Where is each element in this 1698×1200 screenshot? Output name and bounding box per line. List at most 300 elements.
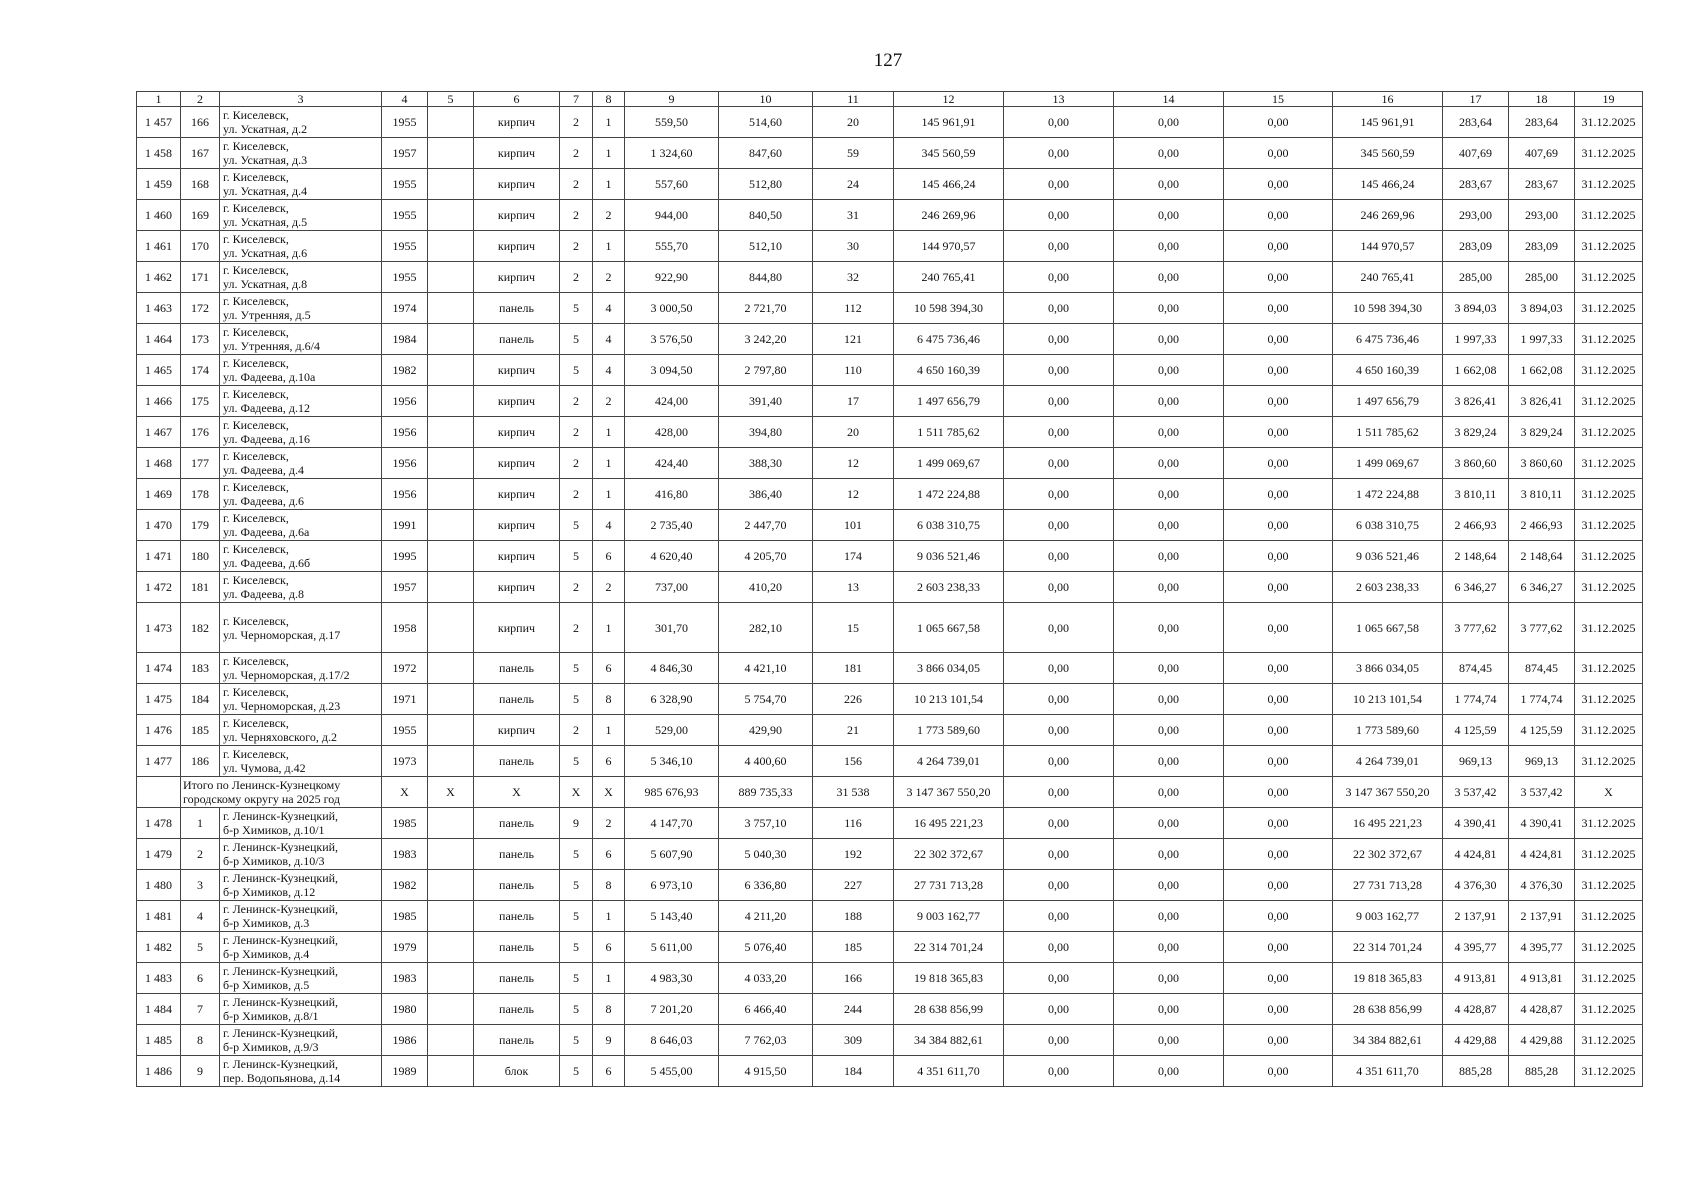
cell-c1: 1 482	[137, 932, 181, 963]
cell-c10: 2 447,70	[719, 510, 813, 541]
cell-c14: 0,00	[1114, 994, 1224, 1025]
cell-c4: 1957	[382, 138, 428, 169]
table-row	[137, 1056, 1643, 1087]
cell-c13: 0,00	[1004, 231, 1114, 262]
cell-c1: 1 464	[137, 324, 181, 355]
cell-c16: 1 065 667,58	[1333, 603, 1443, 653]
cell-c10: 410,20	[719, 572, 813, 603]
cell-c10: 512,80	[719, 169, 813, 200]
cell-c4: 1956	[382, 386, 428, 417]
cell-c1: 1 467	[137, 417, 181, 448]
cell-c19: 31.12.2025	[1575, 324, 1643, 355]
cell-c12: 145 466,24	[894, 169, 1004, 200]
cell-c9: 3 000,50	[625, 293, 719, 324]
cell-c2: 3	[181, 870, 220, 901]
cell-c19: 31.12.2025	[1575, 417, 1643, 448]
address-line: г. Киселевск,	[223, 356, 289, 370]
cell-c5	[428, 963, 474, 994]
cell-c12: 1 773 589,60	[894, 715, 1004, 746]
cell-c1: 1 479	[137, 839, 181, 870]
cell-c7: 2	[560, 262, 593, 293]
cell-c4: 1995	[382, 541, 428, 572]
address-line: ул. Фадеева, д.6	[223, 494, 304, 508]
cell-c16: 9 036 521,46	[1333, 541, 1443, 572]
cell-c10: 4 211,20	[719, 901, 813, 932]
cell-c10: 4 205,70	[719, 541, 813, 572]
cell-c15: 0,00	[1224, 932, 1333, 963]
cell-c13: 0,00	[1004, 963, 1114, 994]
cell-c12: 1 472 224,88	[894, 479, 1004, 510]
cell-c19: 31.12.2025	[1575, 994, 1643, 1025]
cell-c19: 31.12.2025	[1575, 510, 1643, 541]
cell-c15: 0,00	[1224, 169, 1333, 200]
cell-c7: 5	[560, 994, 593, 1025]
cell-c10: 3 242,20	[719, 324, 813, 355]
cell-c8: 6	[593, 839, 625, 870]
cell-c4: 1972	[382, 653, 428, 684]
address-cell	[220, 870, 382, 901]
cell-c14: 0,00	[1114, 603, 1224, 653]
cell-c7: 5	[560, 324, 593, 355]
cell-c7: 5	[560, 839, 593, 870]
cell-c7: 5	[560, 901, 593, 932]
cell-c19: 31.12.2025	[1575, 138, 1643, 169]
total-cell-c14: 0,00	[1114, 777, 1224, 808]
cell-c16: 240 765,41	[1333, 262, 1443, 293]
column-header: 19	[1575, 92, 1643, 107]
cell-c17: 283,67	[1443, 169, 1509, 200]
cell-c6: кирпич	[474, 417, 560, 448]
cell-c1: 1 469	[137, 479, 181, 510]
cell-c13: 0,00	[1004, 994, 1114, 1025]
cell-c18: 1 997,33	[1509, 324, 1575, 355]
table-row	[137, 541, 1643, 572]
cell-c15: 0,00	[1224, 479, 1333, 510]
cell-c13: 0,00	[1004, 932, 1114, 963]
cell-c14: 0,00	[1114, 963, 1224, 994]
cell-c5	[428, 746, 474, 777]
cell-c10: 4 421,10	[719, 653, 813, 684]
cell-c14: 0,00	[1114, 839, 1224, 870]
cell-c11: 156	[813, 746, 894, 777]
cell-c15: 0,00	[1224, 448, 1333, 479]
cell-c7: 5	[560, 963, 593, 994]
cell-c8: 1	[593, 901, 625, 932]
address-line: б-р Химиков, д.4	[223, 947, 310, 961]
cell-c17: 885,28	[1443, 1056, 1509, 1087]
cell-c17: 4 428,87	[1443, 994, 1509, 1025]
cell-c14: 0,00	[1114, 1025, 1224, 1056]
cell-c4: 1982	[382, 870, 428, 901]
column-header: 11	[813, 92, 894, 107]
cell-c11: 185	[813, 932, 894, 963]
cell-c12: 22 302 372,67	[894, 839, 1004, 870]
address-line: г. Киселевск,	[223, 511, 289, 525]
address-cell	[220, 572, 382, 603]
cell-c10: 5 076,40	[719, 932, 813, 963]
address-line: г. Киселевск,	[223, 232, 289, 246]
cell-c1: 1 474	[137, 653, 181, 684]
cell-c9: 555,70	[625, 231, 719, 262]
cell-c2: 5	[181, 932, 220, 963]
cell-c6: панель	[474, 653, 560, 684]
cell-c7: 2	[560, 479, 593, 510]
address-line: г. Киселевск,	[223, 325, 289, 339]
cell-c12: 10 213 101,54	[894, 684, 1004, 715]
cell-c14: 0,00	[1114, 746, 1224, 777]
cell-c1: 1 461	[137, 231, 181, 262]
cell-c19: 31.12.2025	[1575, 386, 1643, 417]
cell-c9: 922,90	[625, 262, 719, 293]
cell-c19: 31.12.2025	[1575, 901, 1643, 932]
cell-c8: 1	[593, 169, 625, 200]
column-header: 9	[625, 92, 719, 107]
cell-c18: 874,45	[1509, 653, 1575, 684]
cell-c4: 1974	[382, 293, 428, 324]
cell-c19: 31.12.2025	[1575, 603, 1643, 653]
cell-c5	[428, 386, 474, 417]
cell-c11: 227	[813, 870, 894, 901]
table-row	[137, 169, 1643, 200]
cell-c6: кирпич	[474, 510, 560, 541]
cell-c2: 180	[181, 541, 220, 572]
cell-c5	[428, 932, 474, 963]
cell-c6: панель	[474, 870, 560, 901]
cell-c12: 16 495 221,23	[894, 808, 1004, 839]
cell-c2: 8	[181, 1025, 220, 1056]
address-cell	[220, 932, 382, 963]
total-label: Итого по Ленинск-Кузнецкому городскому округу на 2025 год	[181, 777, 382, 808]
cell-c11: 101	[813, 510, 894, 541]
address-cell	[220, 293, 382, 324]
address-line: б-р Химиков, д.10/3	[223, 854, 325, 868]
cell-c7: 2	[560, 572, 593, 603]
total-cell-c13: 0,00	[1004, 777, 1114, 808]
cell-c12: 6 475 736,46	[894, 324, 1004, 355]
address-line: ул. Черноморская, д.17	[223, 627, 341, 642]
cell-c14: 0,00	[1114, 870, 1224, 901]
cell-c12: 1 497 656,79	[894, 386, 1004, 417]
cell-c11: 21	[813, 715, 894, 746]
cell-c9: 5 455,00	[625, 1056, 719, 1087]
housing-register-table	[136, 91, 1643, 1087]
cell-c14: 0,00	[1114, 324, 1224, 355]
total-cell-c19: X	[1575, 777, 1643, 808]
cell-c14: 0,00	[1114, 684, 1224, 715]
cell-c7: 5	[560, 870, 593, 901]
cell-c10: 394,80	[719, 417, 813, 448]
cell-c16: 22 302 372,67	[1333, 839, 1443, 870]
cell-c19: 31.12.2025	[1575, 262, 1643, 293]
cell-c15: 0,00	[1224, 200, 1333, 231]
cell-c14: 0,00	[1114, 262, 1224, 293]
cell-c4: 1956	[382, 417, 428, 448]
table-row	[137, 293, 1643, 324]
cell-c12: 345 560,59	[894, 138, 1004, 169]
cell-c14: 0,00	[1114, 231, 1224, 262]
table-row	[137, 386, 1643, 417]
cell-c7: 5	[560, 293, 593, 324]
cell-c7: 5	[560, 932, 593, 963]
cell-c19: 31.12.2025	[1575, 1056, 1643, 1087]
cell-c9: 557,60	[625, 169, 719, 200]
cell-c6: панель	[474, 808, 560, 839]
cell-c2: 1	[181, 808, 220, 839]
column-header: 8	[593, 92, 625, 107]
cell-c15: 0,00	[1224, 324, 1333, 355]
address-line: г. Ленинск-Кузнецкий,	[223, 964, 339, 978]
cell-c16: 345 560,59	[1333, 138, 1443, 169]
cell-c4: 1955	[382, 107, 428, 138]
address-line: г. Киселевск,	[223, 139, 289, 153]
cell-c17: 285,00	[1443, 262, 1509, 293]
cell-c4: 1955	[382, 169, 428, 200]
address-line: ул. Фадеева, д.10а	[223, 370, 316, 384]
cell-c1: 1 459	[137, 169, 181, 200]
cell-c2: 172	[181, 293, 220, 324]
cell-c14: 0,00	[1114, 808, 1224, 839]
cell-c13: 0,00	[1004, 386, 1114, 417]
cell-c13: 0,00	[1004, 417, 1114, 448]
column-header: 3	[220, 92, 382, 107]
address-line: г. Ленинск-Кузнецкий,	[223, 1057, 339, 1071]
cell-c14: 0,00	[1114, 541, 1224, 572]
cell-c14: 0,00	[1114, 417, 1224, 448]
cell-c7: 5	[560, 653, 593, 684]
cell-c17: 2 466,93	[1443, 510, 1509, 541]
cell-c18: 1 662,08	[1509, 355, 1575, 386]
cell-c7: 2	[560, 169, 593, 200]
cell-c4: 1979	[382, 932, 428, 963]
cell-c19: 31.12.2025	[1575, 715, 1643, 746]
cell-c5	[428, 293, 474, 324]
cell-c18: 283,64	[1509, 107, 1575, 138]
cell-c2: 166	[181, 107, 220, 138]
address-line: ул. Фадеева, д.6а	[223, 525, 310, 539]
cell-c9: 737,00	[625, 572, 719, 603]
cell-c10: 2 721,70	[719, 293, 813, 324]
cell-c1: 1 473	[137, 603, 181, 653]
address-cell	[220, 138, 382, 169]
address-line: г. Киселевск,	[223, 201, 289, 215]
cell-c7: 2	[560, 231, 593, 262]
address-line: г. Киселевск,	[223, 613, 289, 628]
cell-c4: 1980	[382, 994, 428, 1025]
cell-c8: 1	[593, 448, 625, 479]
cell-c4: 1955	[382, 200, 428, 231]
cell-c5	[428, 684, 474, 715]
cell-c5	[428, 715, 474, 746]
cell-c17: 4 429,88	[1443, 1025, 1509, 1056]
cell-c10: 5 040,30	[719, 839, 813, 870]
cell-c9: 5 346,10	[625, 746, 719, 777]
cell-c12: 1 511 785,62	[894, 417, 1004, 448]
column-header: 10	[719, 92, 813, 107]
cell-c15: 0,00	[1224, 386, 1333, 417]
cell-c1: 1 465	[137, 355, 181, 386]
cell-c15: 0,00	[1224, 1025, 1333, 1056]
cell-c16: 145 466,24	[1333, 169, 1443, 200]
address-cell	[220, 1025, 382, 1056]
cell-c1: 1 483	[137, 963, 181, 994]
address-cell	[220, 653, 382, 684]
cell-c17: 3 810,11	[1443, 479, 1509, 510]
cell-c12: 6 038 310,75	[894, 510, 1004, 541]
cell-c18: 3 829,24	[1509, 417, 1575, 448]
cell-c17: 293,00	[1443, 200, 1509, 231]
cell-c11: 192	[813, 839, 894, 870]
cell-c1: 1 485	[137, 1025, 181, 1056]
cell-c4: 1973	[382, 746, 428, 777]
cell-c7: 2	[560, 200, 593, 231]
cell-c5	[428, 572, 474, 603]
cell-c19: 31.12.2025	[1575, 963, 1643, 994]
address-line: ул. Ускатная, д.5	[223, 215, 308, 229]
column-header: 18	[1509, 92, 1575, 107]
table-row	[137, 510, 1643, 541]
cell-c16: 1 773 589,60	[1333, 715, 1443, 746]
address-line: ул. Фадеева, д.6б	[223, 556, 311, 570]
cell-c14: 0,00	[1114, 107, 1224, 138]
address-cell	[220, 262, 382, 293]
cell-c7: 5	[560, 1056, 593, 1087]
cell-c19: 31.12.2025	[1575, 169, 1643, 200]
cell-c15: 0,00	[1224, 572, 1333, 603]
cell-c17: 3 826,41	[1443, 386, 1509, 417]
address-line: г. Киселевск,	[223, 573, 289, 587]
column-number-row	[137, 92, 1643, 107]
cell-c12: 1 065 667,58	[894, 603, 1004, 653]
cell-c2: 183	[181, 653, 220, 684]
cell-c6: кирпич	[474, 262, 560, 293]
cell-c5	[428, 839, 474, 870]
cell-c1: 1 480	[137, 870, 181, 901]
address-line: ул. Фадеева, д.12	[223, 401, 310, 415]
address-line: ул. Ускатная, д.8	[223, 277, 308, 291]
cell-c19: 31.12.2025	[1575, 107, 1643, 138]
address-line: г. Киселевск,	[223, 418, 289, 432]
cell-c15: 0,00	[1224, 839, 1333, 870]
cell-c2: 181	[181, 572, 220, 603]
cell-c18: 4 424,81	[1509, 839, 1575, 870]
cell-c7: 2	[560, 715, 593, 746]
cell-c13: 0,00	[1004, 684, 1114, 715]
cell-c6: панель	[474, 684, 560, 715]
table-row	[137, 355, 1643, 386]
cell-c18: 283,09	[1509, 231, 1575, 262]
cell-c10: 5 754,70	[719, 684, 813, 715]
cell-c17: 407,69	[1443, 138, 1509, 169]
cell-c10: 844,80	[719, 262, 813, 293]
cell-c7: 5	[560, 1025, 593, 1056]
cell-c14: 0,00	[1114, 932, 1224, 963]
table-row	[137, 231, 1643, 262]
cell-c14: 0,00	[1114, 1056, 1224, 1087]
cell-c11: 244	[813, 994, 894, 1025]
cell-c13: 0,00	[1004, 808, 1114, 839]
cell-c11: 110	[813, 355, 894, 386]
cell-c8: 6	[593, 932, 625, 963]
cell-c9: 4 846,30	[625, 653, 719, 684]
table-row	[137, 200, 1643, 231]
cell-c2: 2	[181, 839, 220, 870]
cell-c18: 4 390,41	[1509, 808, 1575, 839]
cell-c11: 226	[813, 684, 894, 715]
cell-c5	[428, 994, 474, 1025]
cell-c11: 24	[813, 169, 894, 200]
cell-c18: 3 826,41	[1509, 386, 1575, 417]
cell-c1: 1 471	[137, 541, 181, 572]
cell-c6: кирпич	[474, 138, 560, 169]
cell-c6: кирпич	[474, 715, 560, 746]
cell-c1: 1 481	[137, 901, 181, 932]
cell-c13: 0,00	[1004, 572, 1114, 603]
cell-c16: 1 472 224,88	[1333, 479, 1443, 510]
cell-c5	[428, 870, 474, 901]
cell-c18: 3 894,03	[1509, 293, 1575, 324]
cell-c18: 4 913,81	[1509, 963, 1575, 994]
cell-c11: 20	[813, 107, 894, 138]
cell-c16: 1 497 656,79	[1333, 386, 1443, 417]
cell-c2: 173	[181, 324, 220, 355]
cell-c6: панель	[474, 324, 560, 355]
table-row	[137, 715, 1643, 746]
address-line: б-р Химиков, д.12	[223, 885, 316, 899]
cell-c4: 1955	[382, 715, 428, 746]
cell-c10: 847,60	[719, 138, 813, 169]
cell-c6: панель	[474, 932, 560, 963]
cell-c9: 1 324,60	[625, 138, 719, 169]
cell-c15: 0,00	[1224, 1056, 1333, 1087]
cell-c9: 2 735,40	[625, 510, 719, 541]
cell-c5	[428, 200, 474, 231]
cell-c11: 184	[813, 1056, 894, 1087]
table-row	[137, 107, 1643, 138]
cell-c6: панель	[474, 839, 560, 870]
address-line: ул. Черноморская, д.17/2	[223, 668, 350, 682]
cell-c12: 10 598 394,30	[894, 293, 1004, 324]
cell-c18: 283,67	[1509, 169, 1575, 200]
cell-c11: 166	[813, 963, 894, 994]
cell-c5	[428, 138, 474, 169]
cell-c9: 7 201,20	[625, 994, 719, 1025]
cell-c8: 4	[593, 293, 625, 324]
cell-c1: 1 462	[137, 262, 181, 293]
cell-c17: 2 148,64	[1443, 541, 1509, 572]
cell-c15: 0,00	[1224, 870, 1333, 901]
cell-c18: 293,00	[1509, 200, 1575, 231]
cell-c13: 0,00	[1004, 262, 1114, 293]
address-line: ул. Фадеева, д.8	[223, 587, 304, 601]
cell-c9: 4 620,40	[625, 541, 719, 572]
cell-c18: 4 429,88	[1509, 1025, 1575, 1056]
cell-c12: 22 314 701,24	[894, 932, 1004, 963]
address-line: ул. Ускатная, д.2	[223, 122, 308, 136]
cell-c2: 184	[181, 684, 220, 715]
cell-c13: 0,00	[1004, 355, 1114, 386]
cell-c6: кирпич	[474, 541, 560, 572]
address-cell	[220, 603, 382, 653]
cell-c2: 182	[181, 603, 220, 653]
cell-c14: 0,00	[1114, 386, 1224, 417]
cell-c2: 167	[181, 138, 220, 169]
cell-c8: 2	[593, 200, 625, 231]
cell-c4: 1991	[382, 510, 428, 541]
cell-c9: 559,50	[625, 107, 719, 138]
cell-c11: 121	[813, 324, 894, 355]
total-cell-c18: 3 537,42	[1509, 777, 1575, 808]
cell-c12: 4 650 160,39	[894, 355, 1004, 386]
